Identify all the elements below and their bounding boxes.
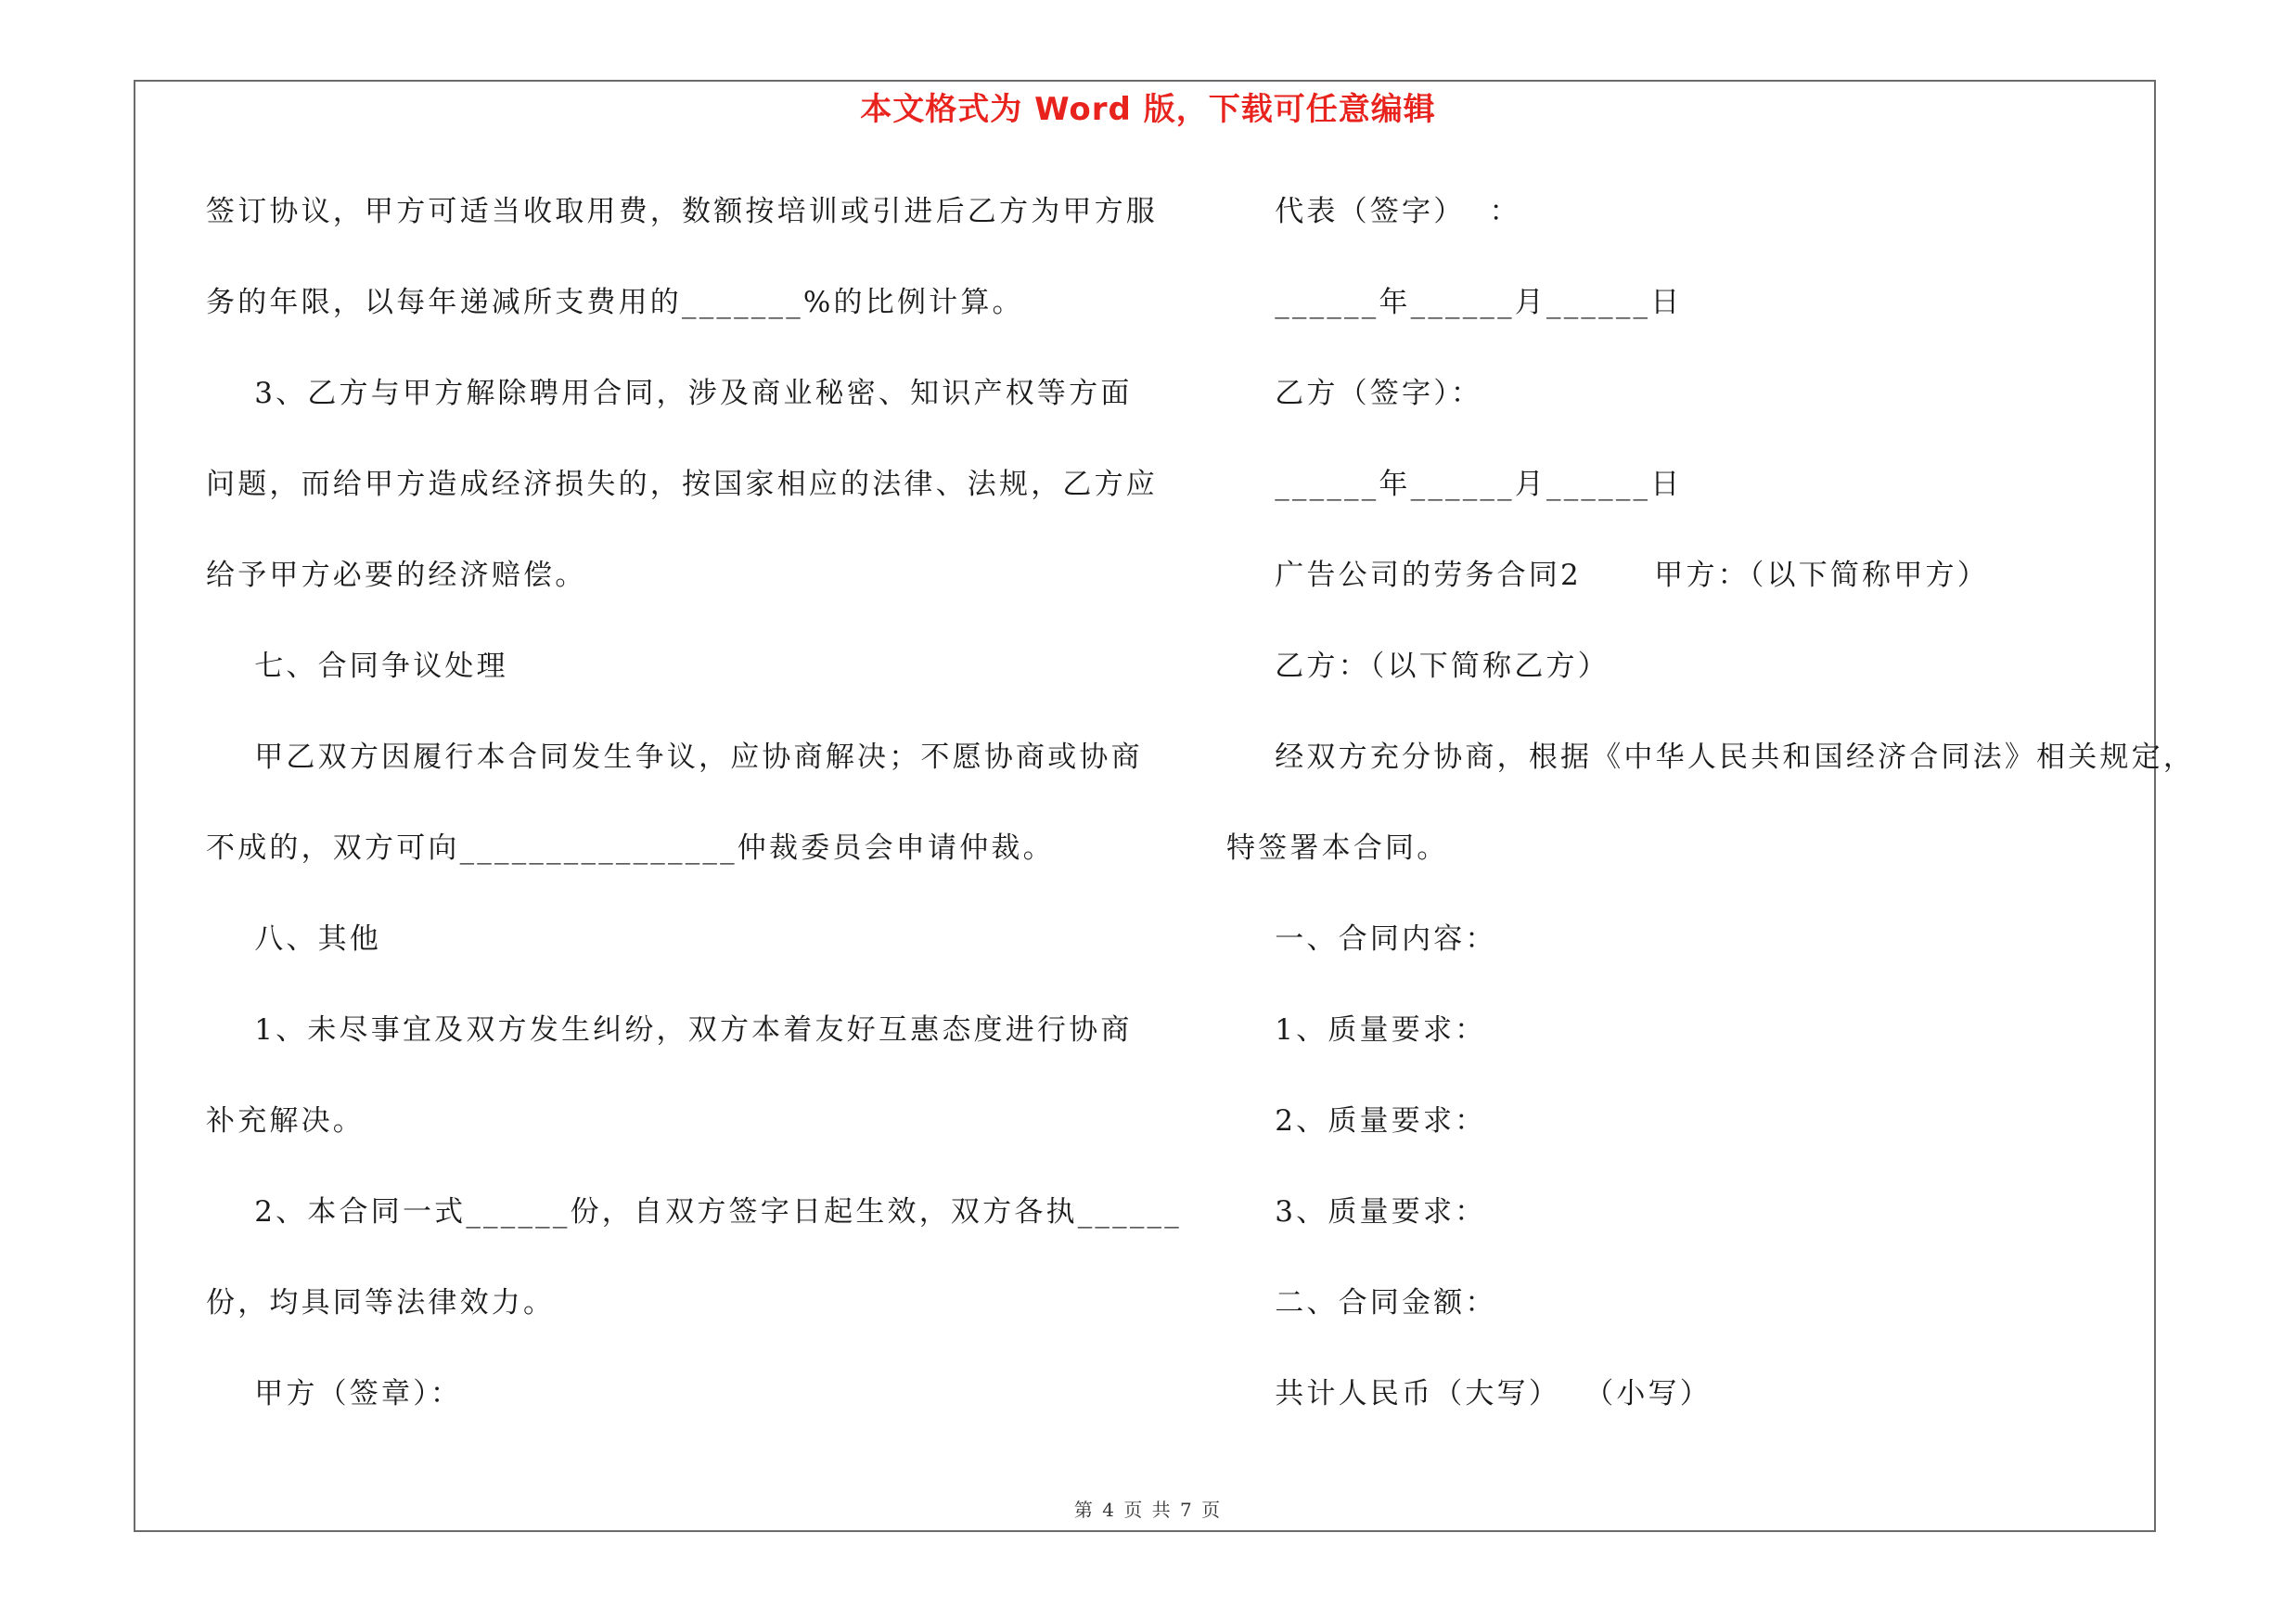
left-line: 给予甲方必要的经济赔偿。 bbox=[206, 559, 587, 592]
left-line: 份，均具同等法律效力。 bbox=[206, 1286, 556, 1320]
right-line: 一、合同内容： bbox=[1226, 922, 1497, 956]
left-line: 2、本合同一式______份，自双方签字日起生效，双方各执______ bbox=[206, 1195, 1182, 1229]
left-line: 补充解决。 bbox=[206, 1104, 365, 1138]
right-line: 2、质量要求： bbox=[1226, 1104, 1487, 1138]
left-line: 不成的，双方可向________________仲裁委员会申请仲裁。 bbox=[206, 831, 1055, 865]
left-line: 1、未尽事宜及双方发生纠纷，双方本着友好互惠态度进行协商 bbox=[206, 1013, 1133, 1047]
right-line: 1、质量要求： bbox=[1226, 1013, 1487, 1047]
left-line: 甲方（签章）： bbox=[206, 1377, 463, 1410]
left-line: 八、其他 bbox=[206, 922, 382, 956]
right-line: 特签署本合同。 bbox=[1226, 831, 1449, 865]
right-line: 乙方（签字）： bbox=[1226, 377, 1483, 410]
right-line: 乙方：（以下简称乙方） bbox=[1226, 650, 1610, 683]
page-number-footer: 第 4 页 共 7 页 bbox=[1073, 1499, 1223, 1521]
right-line: 经双方充分协商，根据《中华人民共和国经济合同法》相关规定， bbox=[1226, 741, 2196, 774]
right-line: 共计人民币（大写） （小写） bbox=[1226, 1377, 1712, 1410]
right-line: ______年______月______日 bbox=[1226, 286, 1683, 319]
left-line: 签订协议，甲方可适当收取用费，数额按培训或引进后乙方为甲方服 bbox=[206, 195, 1158, 228]
left-line: 七、合同争议处理 bbox=[206, 650, 508, 683]
right-line: 代表（签字） ： bbox=[1226, 195, 1521, 228]
right-line: 3、质量要求： bbox=[1226, 1195, 1487, 1229]
right-line: ______年______月______日 bbox=[1226, 468, 1683, 501]
left-line: 甲乙双方因履行本合同发生争议，应协商解决；不愿协商或协商 bbox=[206, 741, 1143, 774]
left-line: 问题，而给甲方造成经济损失的，按国家相应的法律、法规，乙方应 bbox=[206, 468, 1158, 501]
word-format-banner: 本文格式为 Word 版，下载可任意编辑 bbox=[860, 91, 1436, 128]
left-line: 务的年限，以每年递减所支费用的_______%的比例计算。 bbox=[206, 286, 1024, 319]
right-line: 广告公司的劳务合同2 甲方：（以下简称甲方） bbox=[1226, 559, 1989, 592]
left-line: 3、乙方与甲方解除聘用合同，涉及商业秘密、知识产权等方面 bbox=[206, 377, 1133, 410]
right-line: 二、合同金额： bbox=[1226, 1286, 1497, 1320]
